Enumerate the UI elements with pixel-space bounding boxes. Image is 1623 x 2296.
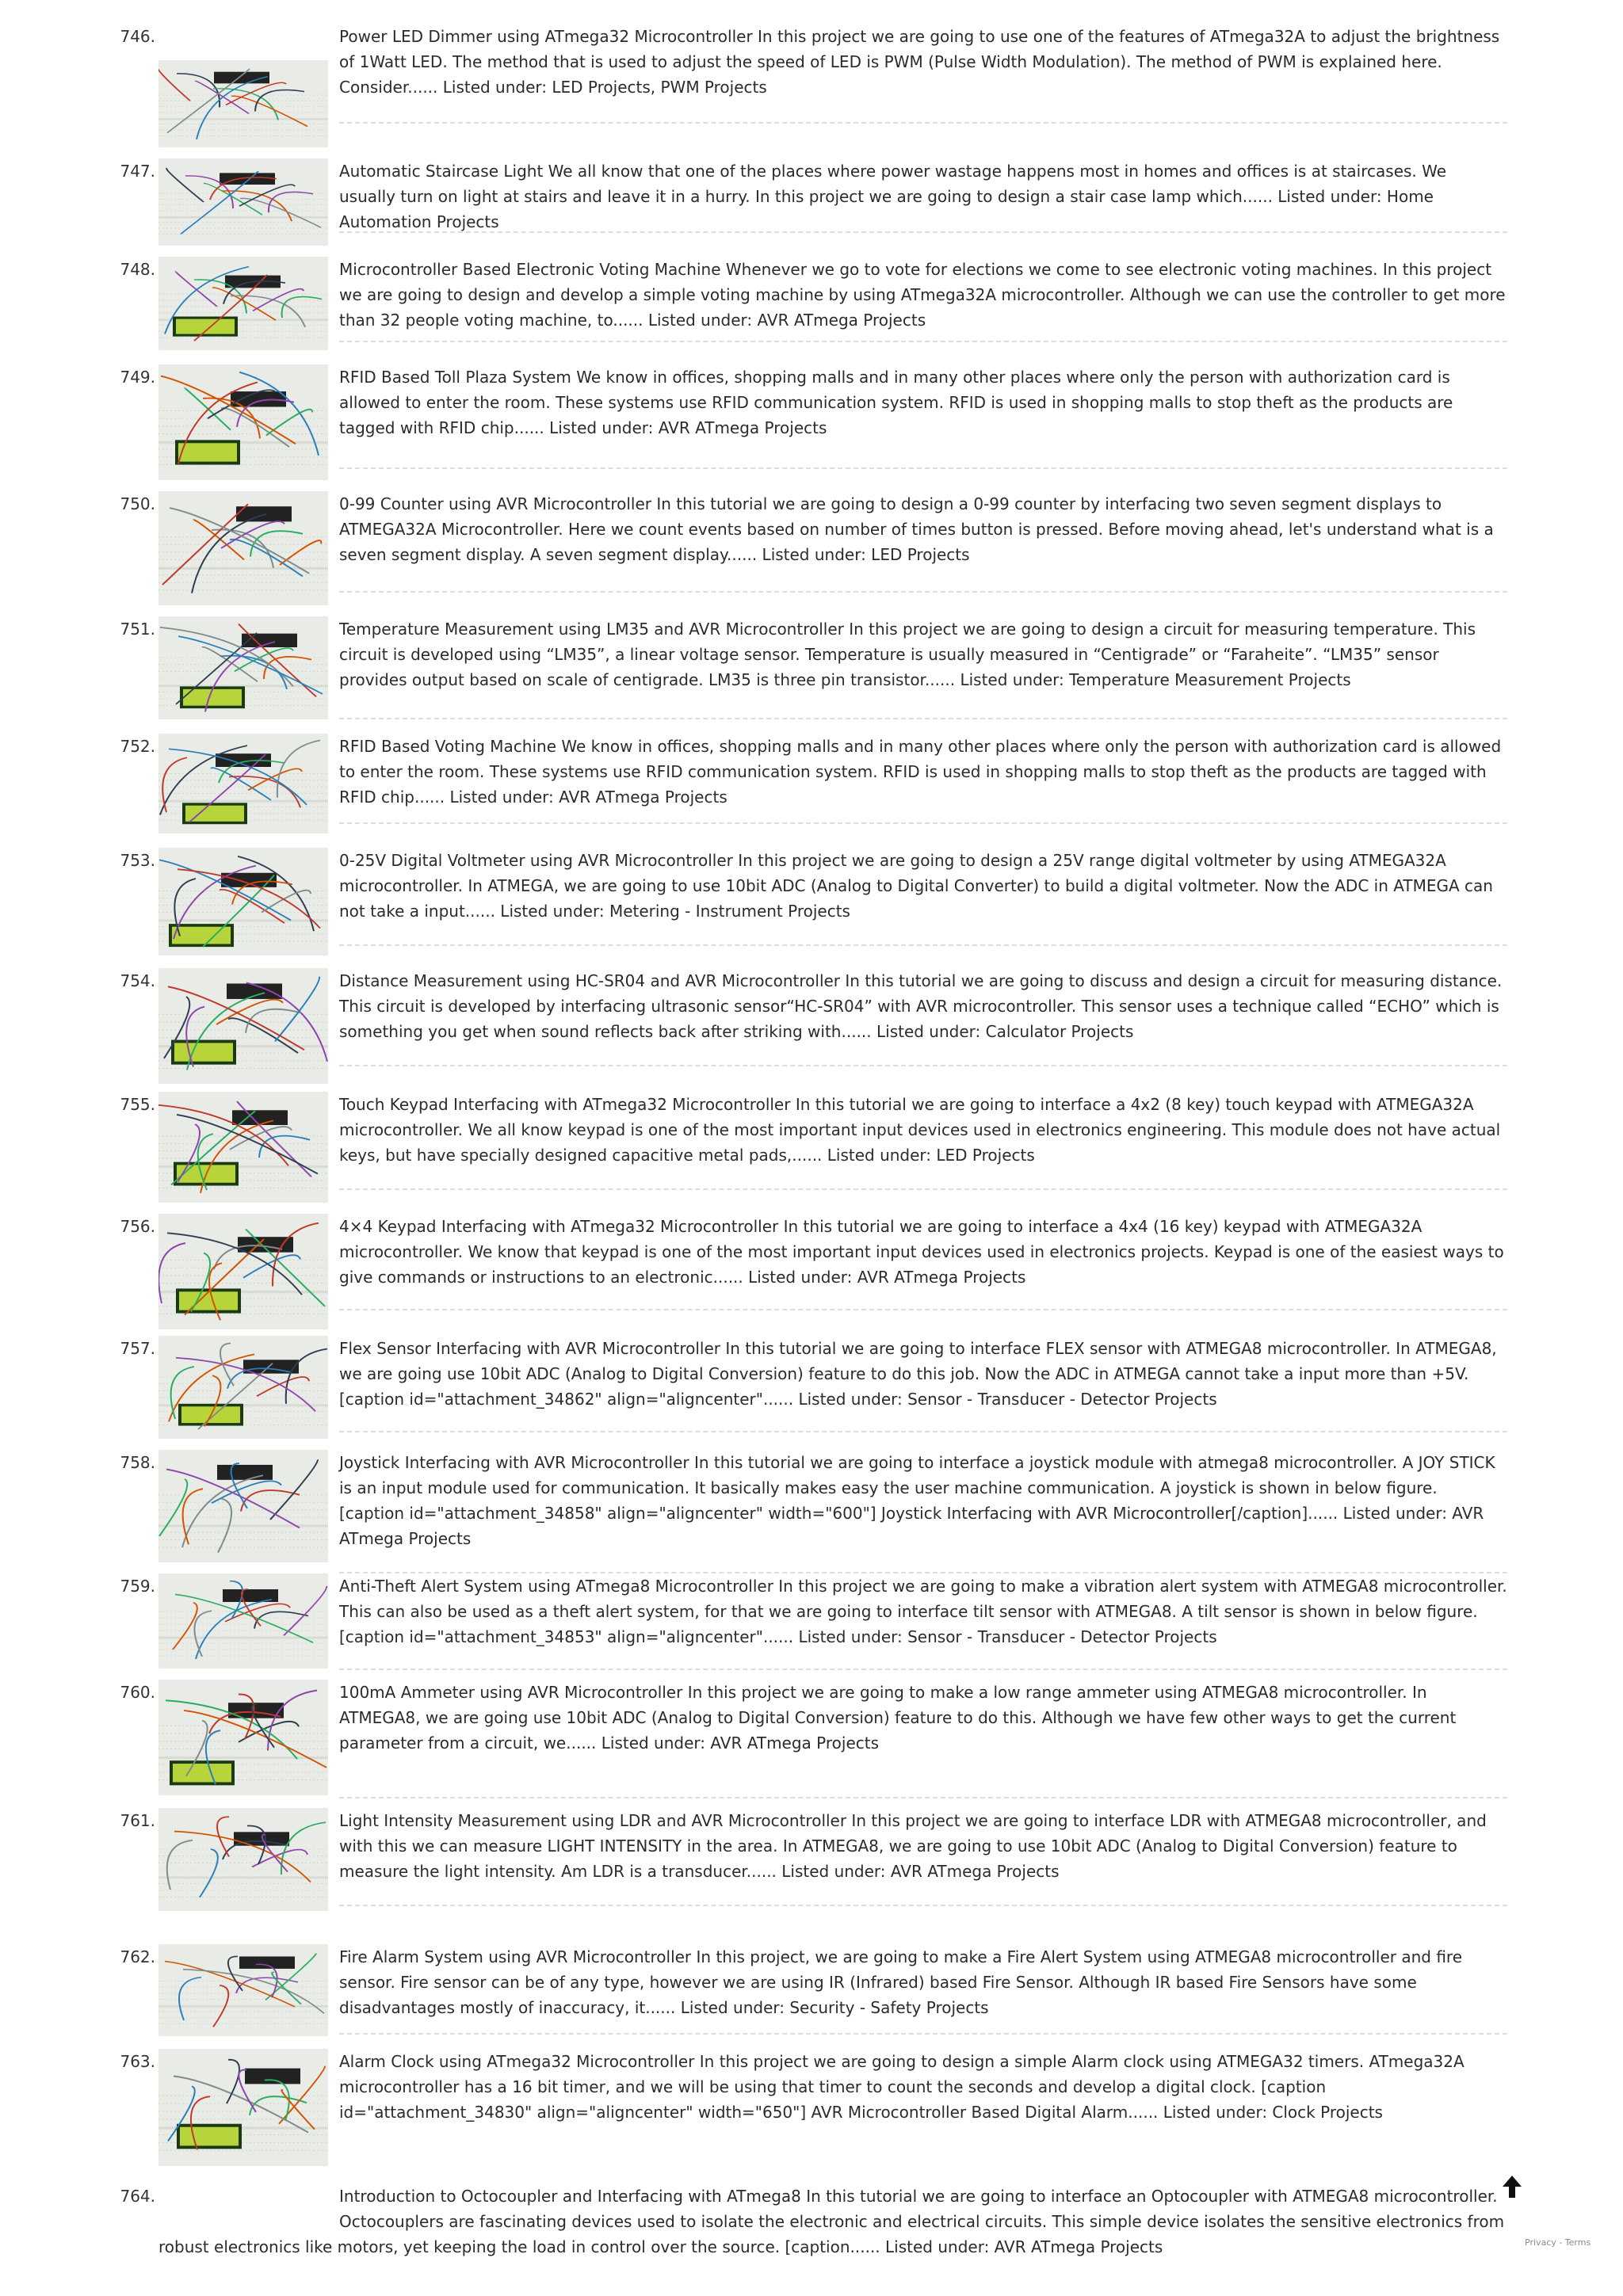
project-thumbnail[interactable]	[158, 257, 328, 350]
entry-number: 754.	[120, 971, 155, 990]
entry-number: 760.	[120, 1683, 155, 1702]
entry-number: 747.	[120, 162, 155, 181]
entry-number: 762.	[120, 1947, 155, 1966]
entry-separator	[339, 1065, 1507, 1066]
entry-number: 764.	[120, 2187, 155, 2206]
entry-link[interactable]: Temperature Measurement using LM35 and AVR Microcontroller In this project we are going to design a circuit for measuring temperature. This circuit is developed using “LM35”, a linear voltage sensor. Temperature is usually measured in “Centigrade” or “Faraheite”. “LM35” sensor provides output based on scale of centigrade. LM35 is three pin transistor...... Listed under: Temperature Measurement Projects	[339, 620, 1476, 689]
project-thumbnail[interactable]	[158, 1336, 328, 1439]
entry-number: 751.	[120, 620, 155, 639]
entry-number: 752.	[120, 737, 155, 756]
project-thumbnail[interactable]	[158, 158, 328, 246]
entry-separator	[339, 1905, 1507, 1906]
project-thumbnail[interactable]	[158, 1680, 328, 1795]
privacy-terms-link[interactable]: Privacy - Terms	[1525, 2237, 1591, 2248]
entry-separator	[339, 341, 1507, 342]
entry-link[interactable]: Flex Sensor Interfacing with AVR Microcontroller In this tutorial we are going to interface FLEX sensor with ATMEGA8 microcontroller. In ATMEGA8, we are going use 10bit ADC (Analog to Digital Conversion) feature to do this job. Now the ADC in ATMEGA cannot take a input more than +5V. [caption id="attachment_34862" align="aligncenter"...... Listed under: Sensor - Transducer - Detector Projects	[339, 1339, 1497, 1409]
entry-link[interactable]: Fire Alarm System using AVR Microcontroller In this project, we are going to make a Fire Alert System using ATMEGA8 microcontroller and fire sensor. Fire sensor can be of any type, however we are using IR (Infrared) based Fire Sensor. Although IR based Fire Sensors have some disadvantages mostly of inaccuracy, it...... Listed under: Security - Safety Projects	[339, 1947, 1463, 2017]
entry-separator	[339, 1309, 1507, 1310]
entry-number: 759.	[120, 1577, 155, 1596]
entry-number: 756.	[120, 1217, 155, 1236]
project-thumbnail[interactable]	[158, 1944, 328, 2036]
entry-link[interactable]: Microcontroller Based Electronic Voting Machine Whenever we go to vote for elections we come to see electronic voting machines. In this project we are going to design and develop a simple voting machine by using ATmega32A microcontroller. Although we can use the controller to get more than 32 people voting machine, to...... Listed under: AVR ATmega Projects	[339, 260, 1506, 330]
project-thumbnail[interactable]	[158, 1450, 328, 1562]
entry-separator	[339, 591, 1507, 593]
entry-link[interactable]: RFID Based Voting Machine We know in offices, shopping malls and in many other places where only the person with authorization card is allowed to enter the room. These systems use RFID communication system. RFID is used in shopping malls to stop theft as the products are tagged with RFID chip...... Listed under: AVR ATmega Projects	[339, 737, 1502, 807]
project-thumbnail[interactable]	[158, 968, 328, 1084]
entry-separator	[339, 1431, 1507, 1432]
entry-link[interactable]: 0-99 Counter using AVR Microcontroller In this tutorial we are going to design a 0-99 counter by interfacing two seven segment displays to ATMEGA32A Microcontroller. Here we count events based on number of times button is pressed. Before moving ahead, let's understand what is a seven segment display. A seven segment display...... Listed under: LED Projects	[339, 494, 1494, 564]
entry-link[interactable]: Anti-Theft Alert System using ATmega8 Microcontroller In this project we are going to make a vibration alert system with ATMEGA8 microcontroller. This can also be used as a theft alert system, for that we are going to interface tilt sensor with ATMEGA8. A tilt sensor is shown in below figure. [caption id="attachment_34853" align="aligncenter"...... Listed under: Sensor - Transducer - Detector Projects	[339, 1577, 1507, 1646]
entry-link[interactable]: RFID Based Toll Plaza System We know in offices, shopping malls and in many other places where only the person with authorization card is allowed to enter the room. These systems use RFID communication system. RFID is used in shopping malls to stop theft as the products are tagged with RFID chip...... Listed under: AVR ATmega Projects	[339, 368, 1453, 437]
project-thumbnail[interactable]	[158, 1573, 328, 1669]
scroll-to-top-icon[interactable]	[1501, 2174, 1523, 2199]
entry-separator	[339, 1188, 1507, 1190]
entry-number: 758.	[120, 1453, 155, 1472]
entry-number: 746.	[120, 27, 155, 46]
entry-number: 763.	[120, 2052, 155, 2071]
entry-link[interactable]: Light Intensity Measurement using LDR and AVR Microcontroller In this project we are going to interface LDR with ATMEGA8 microcontroller, and with this we can measure LIGHT INTENSITY in the area. In ATMEGA8, we are going to use 10bit ADC (Analog to Digital Conversion) feature to measure the light intensity. Am LDR is a transducer...... Listed under: AVR ATmega Projects	[339, 1811, 1487, 1881]
entry-link[interactable]: 0-25V Digital Voltmeter using AVR Microcontroller In this project we are going to design a 25V range digital voltmeter by using ATMEGA32A microcontroller. In ATMEGA, we are going to use 10bit ADC (Analog to Digital Converter) to build a digital voltmeter. Now the ADC in ATMEGA can not take a input...... Listed under: Metering - Instrument Projects	[339, 851, 1493, 921]
entry-link[interactable]: Alarm Clock using ATmega32 Microcontroller In this project we are going to design a simple Alarm clock using ATMEGA32 timers. ATmega32A microcontroller has a 16 bit timer, and we will be using that timer to count the seconds and develop a digital clock. [caption id="attachment_34830" align="aligncenter" width="650"] AVR Microcontroller Based Digital Alarm...... Listed under: Clock Projects	[339, 2052, 1465, 2122]
entry-link[interactable]: 4×4 Keypad Interfacing with ATmega32 Microcontroller In this tutorial we are going to interface a 4x4 (16 key) keypad with ATMEGA32A microcontroller. We know that keypad is one of the most important input devices used in electronics projects. Keypad is one of the easiest ways to give commands or instructions to an electronic...... Listed under: AVR ATmega Projects	[339, 1217, 1504, 1287]
project-thumbnail[interactable]	[158, 1808, 328, 1911]
entry-number: 748.	[120, 260, 155, 279]
entry-separator	[339, 1797, 1507, 1798]
entry-link[interactable]: Touch Keypad Interfacing with ATmega32 Microcontroller In this tutorial we are going to interface a 4x2 (8 key) touch keypad with ATMEGA32A microcontroller. We all know keypad is one of the most important input devices used in electronics engineering. This module does not have actual keys, but have specially designed capacitive metal pads,...... Listed under: LED Projects	[339, 1095, 1501, 1165]
entry-764	[120, 2183, 1507, 2260]
entry-link-continued[interactable]: robust electronics like motors, yet keeping the load in control over the source. [caption...... Listed under: AVR ATmega Projects	[158, 2237, 1163, 2256]
entry-separator	[339, 231, 1507, 233]
project-thumbnail[interactable]	[158, 60, 328, 147]
entry-link[interactable]: Automatic Staircase Light We all know that one of the places where power wastage happens most in homes and offices is at staircases. We usually turn on light at stairs and leave it in a hurry. In this project we are going to design a stair case lamp which...... Listed under: Home Automation Projects	[339, 162, 1447, 231]
project-thumbnail[interactable]	[158, 491, 328, 605]
entry-separator	[339, 2033, 1507, 2035]
entry-number: 753.	[120, 851, 155, 870]
entry-number: 750.	[120, 494, 155, 513]
project-thumbnail[interactable]	[158, 1214, 328, 1329]
entry-separator	[339, 467, 1507, 469]
entry-separator	[339, 1669, 1507, 1670]
entry-link[interactable]: 100mA Ammeter using AVR Microcontroller In this project we are going to make a low range ammeter using ATMEGA8 microcontroller. In ATMEGA8, we are going use 10bit ADC (Analog to Digital Conversion) feature to do this. Although we have few other ways to get the current parameter from a circuit, we...... Listed under: AVR ATmega Projects	[339, 1683, 1457, 1753]
entry-number: 761.	[120, 1811, 155, 1830]
entry-separator	[339, 822, 1507, 824]
project-thumbnail[interactable]	[158, 848, 328, 955]
project-thumbnail[interactable]	[158, 2049, 328, 2166]
project-thumbnail[interactable]	[158, 1092, 328, 1203]
entry-separator	[339, 944, 1507, 946]
project-thumbnail[interactable]	[158, 616, 328, 719]
entry-number: 749.	[120, 368, 155, 387]
entry-separator	[339, 122, 1507, 124]
entry-separator	[339, 718, 1507, 719]
project-thumbnail[interactable]	[158, 364, 328, 480]
entry-link[interactable]: Joystick Interfacing with AVR Microcontroller In this tutorial we are going to interface a joystick module with atmega8 microcontroller. A JOY STICK is an input module used for communication. It basically makes easy the user machine communication. A joystick is shown in below figure. [caption id="attachment_34858" align="aligncenter" width="600"] Joystick Interfacing with AVR Microcontroller[/caption]...... Listed under: AVR ATmega Projects	[339, 1453, 1495, 1548]
project-thumbnail[interactable]	[158, 734, 328, 833]
entry-link[interactable]: Introduction to Octocoupler and Interfacing with ATmega8 In this tutorial we are going to interface an Optocoupler with ATMEGA8 microcontroller. Octocouplers are fascinating devices used to isolate the electronic and electrical circuits. This simple device isolates the sensitive electronics from	[339, 2187, 1505, 2231]
entry-link[interactable]: Power LED Dimmer using ATmega32 Microcontroller In this project we are going to use one of the features of ATmega32A to adjust the brightness of 1Watt LED. The method that is used to adjust the speed of LED is PWM (Pulse Width Modulation). The method of PWM is explained here. Consider...... Listed under: LED Projects, PWM Projects	[339, 27, 1500, 97]
entry-number: 757.	[120, 1339, 155, 1358]
entry-link[interactable]: Distance Measurement using HC-SR04 and AVR Microcontroller In this tutorial we are going to discuss and design a circuit for measuring distance. This circuit is developed by interfacing ultrasonic sensor“HC-SR04” with AVR microcontroller. This sensor uses a technique called “ECHO” which is something you get when sound reflects back after striking with...... Listed under: Calculator Projects	[339, 971, 1503, 1041]
entry-number: 755.	[120, 1095, 155, 1114]
